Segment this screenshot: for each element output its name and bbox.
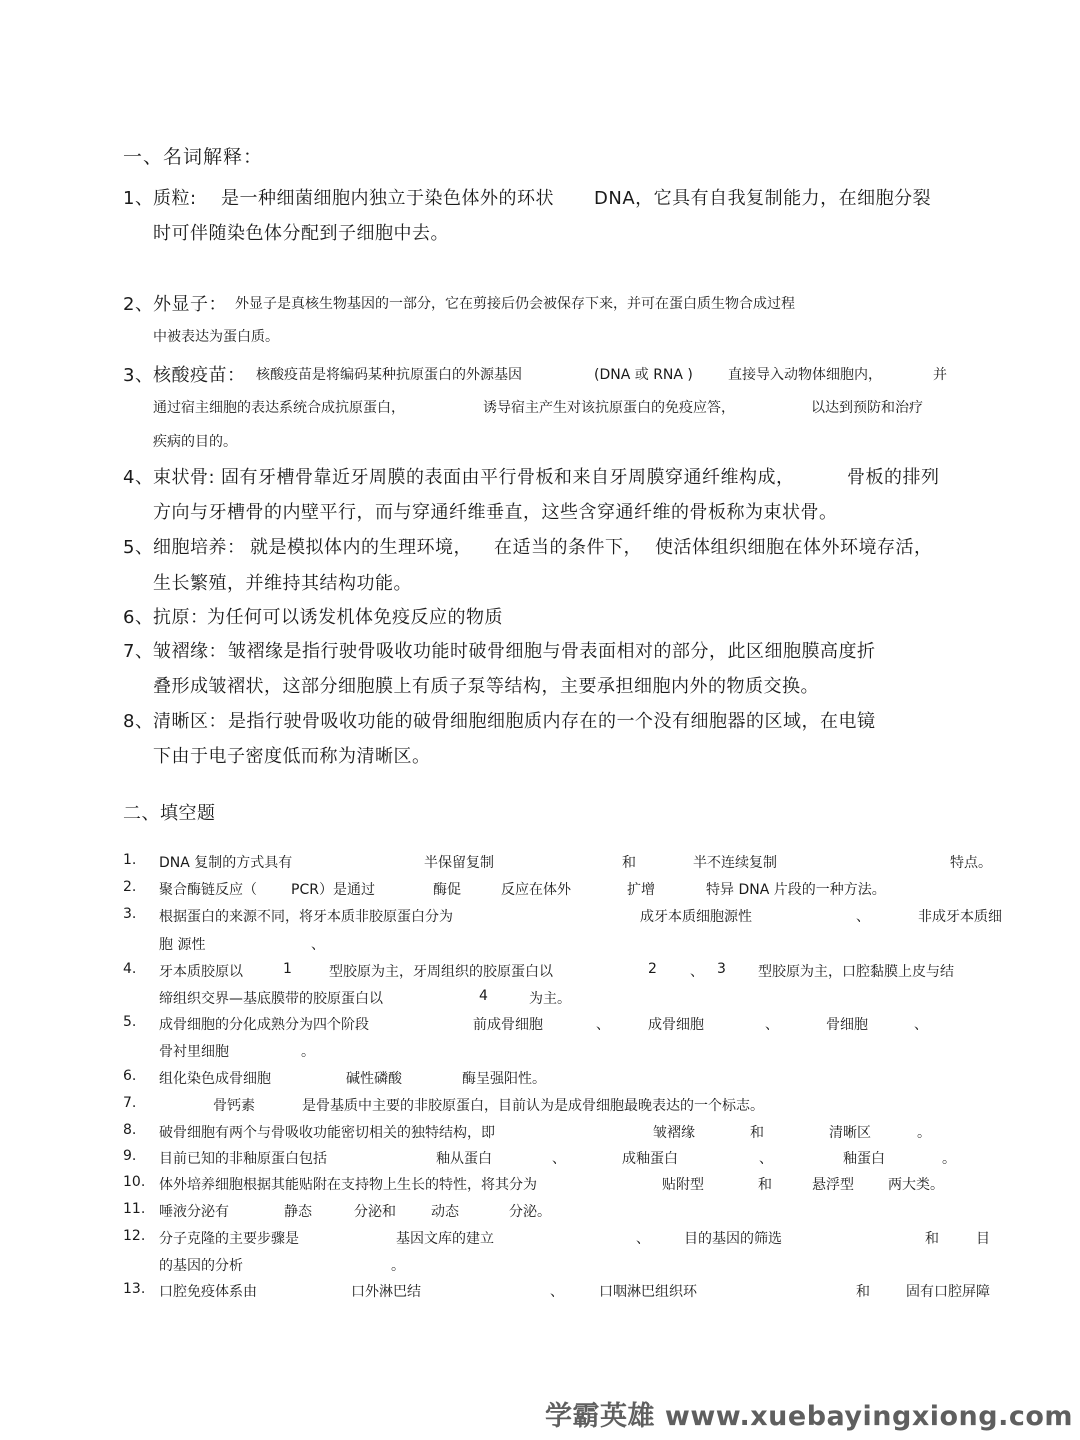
answer-text: 动态 [431,1204,459,1220]
question-text: 和 [750,1125,764,1141]
answer-text: 骨细胞 [826,1017,868,1033]
question-text: 根据蛋白的来源不同，将牙本质非胶原蛋白分为 [159,909,453,925]
question-text: 聚合酶链反应（ [159,882,257,898]
question-text: 和 [925,1231,939,1247]
question-text: 组化染色成骨细胞 [159,1071,271,1087]
term-3-name: 核酸疫苗： [153,365,246,386]
term-5-line: 使活体组织细胞在体外环境存活， [655,537,933,558]
term-3-line: 并 [933,367,947,383]
term-1-name: 质粒: [153,188,197,209]
term-3-line: (DNA 或 RNA ) [594,367,693,383]
question-text: 。 [391,1258,405,1274]
term-4-name: 束状骨: [153,467,216,488]
answer-text: 4 [479,988,488,1004]
question-text: 、 [765,1017,779,1033]
question-number: 3. [123,906,137,922]
question-text: 、 [759,1151,773,1167]
question-text: 、 [550,1284,564,1300]
question-text: 为主。 [529,991,571,1007]
term-6-name: 抗原： [153,607,209,628]
answer-text: 釉蛋白 [843,1151,885,1167]
answer-text: 口咽淋巴组织环 [599,1284,697,1300]
term-5-name: 细胞培养： [153,537,246,558]
question-text: 型胶原为主，口腔黏膜上皮与结 [758,964,954,980]
question-text: 、 [596,1017,610,1033]
question-text: 酶呈强阳性。 [462,1071,546,1087]
question-text: 分泌。 [509,1204,551,1220]
question-text: 和 [758,1177,772,1193]
answer-text: 目的基因的筛选 [684,1231,782,1247]
question-number: 13. [123,1281,146,1297]
question-text: 型胶原为主，牙周组织的胶原蛋白以 [329,964,553,980]
question-text: 成骨细胞的分化成熟分为四个阶段 [159,1017,369,1033]
answer-text: 口外淋巴结 [351,1284,421,1300]
term-1-line: 是一种细菌细胞内独立于染色体外的环状 [221,188,554,209]
question-number: 10. [123,1174,146,1190]
section-1-title: 一、名词解释： [123,146,264,168]
answer-text: 扩增 [627,882,655,898]
question-text: 唾液分泌有 [159,1204,229,1220]
term-1-line: DNA，它具有自我复制能力，在细胞分裂 [594,188,932,209]
answer-text: 目 [976,1231,990,1247]
question-text: 、 [636,1231,650,1247]
watermark: 学霸英雄 www.xuebayingxiong.com [545,1401,1074,1432]
term-3-line: 诱导宿主产生对该抗原蛋白的免疫应答， [483,400,735,416]
question-text: 和 [622,855,636,871]
term-4-line: 方向与牙槽骨的内壁平行，而与穿通纤维垂直，这些含穿通纤维的骨板称为束状骨。 [153,502,838,523]
term-2-line: 外显子是真核生物基因的一部分，它在剪接后仍会被保存下来，并可在蛋白质生物合成过程 [235,296,795,312]
term-1-line: 时可伴随染色体分配到子细胞中去。 [153,223,449,244]
question-number: 2. [123,879,137,895]
term-3-line: 疾病的目的。 [153,434,237,450]
answer-text: 的基因的分析 [159,1258,243,1274]
question-text: 、 [690,964,704,980]
question-text: 。 [917,1125,931,1141]
term-4-line: 固有牙槽骨靠近牙周膜的表面由平行骨板和来自牙周膜穿通纤维构成， [221,467,795,488]
question-text: 特点。 [950,855,992,871]
question-number: 9. [123,1148,137,1164]
answer-text: 悬浮型 [812,1177,854,1193]
answer-text: 酶促 [433,882,461,898]
question-number: 5. [123,1014,137,1030]
answer-text: 1 [283,961,292,977]
term-2-name: 外显子： [153,294,227,315]
answer-text: 成骨细胞 [648,1017,704,1033]
term-7-line: 叠形成皱褶状，这部分细胞膜上有质子泵等结构，主要承担细胞内外的物质交换。 [153,676,819,697]
question-number: 1. [123,852,137,868]
question-text: 缔组织交界—基底膜带的胶原蛋白以 [159,991,383,1007]
term-5-number: 5、 [123,537,154,558]
question-text: 牙本质胶原以 [159,964,243,980]
term-5-line: 生长繁殖，并维持其结构功能。 [153,573,412,594]
answer-text: 3 [717,961,726,977]
answer-text: 静态 [284,1204,312,1220]
question-text: 两大类。 [888,1177,944,1193]
answer-text: 前成骨细胞 [473,1017,543,1033]
term-4-line: 骨板的排列 [847,467,940,488]
term-3-line: 通过宿主细胞的表达系统合成抗原蛋白， [153,400,405,416]
answer-text: 2 [648,961,657,977]
term-2-number: 2、 [123,294,154,315]
answer-text: 非成牙本质细 [918,909,1002,925]
answer-text: 皱褶缘 [653,1125,695,1141]
answer-text: 成釉蛋白 [622,1151,678,1167]
answer-text: 半保留复制 [424,855,494,871]
term-2-line: 中被表达为蛋白质。 [153,329,279,345]
term-7-number: 7、 [123,641,154,662]
answer-text: 胞 源性 [159,937,206,953]
question-text: 分子克隆的主要步骤是 [159,1231,299,1247]
answer-text: 贴附型 [662,1177,704,1193]
term-4-number: 4、 [123,467,154,488]
question-text: 、 [856,909,870,925]
answer-text: 碱性磷酸 [346,1071,402,1087]
term-7-name: 皱褶缘： [153,641,227,662]
term-6-number: 6、 [123,607,154,628]
term-8-line: 是指行驶骨吸收功能的破骨细胞细胞质内存在的一个没有细胞器的区域，在电镜 [228,711,876,732]
section-2-title: 二、填空题 [123,803,216,824]
question-number: 6. [123,1068,137,1084]
question-text: 体外培养细胞根据其能贴附在支持物上生长的特性，将其分为 [159,1177,537,1193]
answer-text: 清晰区 [829,1125,871,1141]
question-text: 、 [552,1151,566,1167]
term-8-name: 清晰区： [153,711,227,732]
question-text: 分泌和 [354,1204,396,1220]
term-3-line: 以达到预防和治疗 [811,400,923,416]
question-number: 12. [123,1228,146,1244]
answer-text: 骨钙素 [213,1098,255,1114]
question-text: 反应在体外 [501,882,571,898]
answer-text: 骨衬里细胞 [159,1044,229,1060]
question-text: 、 [311,937,325,953]
question-number: 7. [123,1095,137,1111]
question-text: 目前已知的非釉原蛋白包括 [159,1151,327,1167]
question-text: 和 [856,1284,870,1300]
question-text: 口腔免疫体系由 [159,1284,257,1300]
term-8-number: 8、 [123,711,154,732]
question-number: 4. [123,961,137,977]
answer-text: 成牙本质细胞源性 [640,909,752,925]
answer-text: 半不连续复制 [693,855,777,871]
term-6-line: 为任何可以诱发机体免疫反应的物质 [207,607,503,628]
question-text: 、 [914,1017,928,1033]
answer-text: 固有口腔屏障 [906,1284,990,1300]
question-text: 破骨细胞有两个与骨吸收功能密切相关的独特结构，即 [159,1125,495,1141]
question-text: PCR）是通过 [291,882,375,898]
question-text: 是骨基质中主要的非胶原蛋白，目前认为是成骨细胞最晚表达的一个标志。 [302,1098,764,1114]
term-5-line: 就是模拟体内的生理环境， [250,537,472,558]
question-text: 。 [301,1044,315,1060]
term-5-line: 在适当的条件下， [494,537,642,558]
question-text: 特异 DNA 片段的一种方法。 [706,882,886,898]
question-number: 8. [123,1122,137,1138]
question-number: 11. [123,1201,146,1217]
term-1-number: 1、 [123,188,154,209]
term-8-line: 下由于电子密度低而称为清晰区。 [153,746,431,767]
question-text: DNA 复制的方式具有 [159,855,293,871]
answer-text: 釉从蛋白 [436,1151,492,1167]
term-3-line: 核酸疫苗是将编码某种抗原蛋白的外源基因 [256,367,522,383]
term-3-line: 直接导入动物体细胞内， [728,367,882,383]
question-text: 。 [942,1151,956,1167]
term-7-line: 皱褶缘是指行驶骨吸收功能时破骨细胞与骨表面相对的部分，此区细胞膜高度折 [228,641,876,662]
term-3-number: 3、 [123,365,154,386]
answer-text: 基因文库的建立 [396,1231,494,1247]
